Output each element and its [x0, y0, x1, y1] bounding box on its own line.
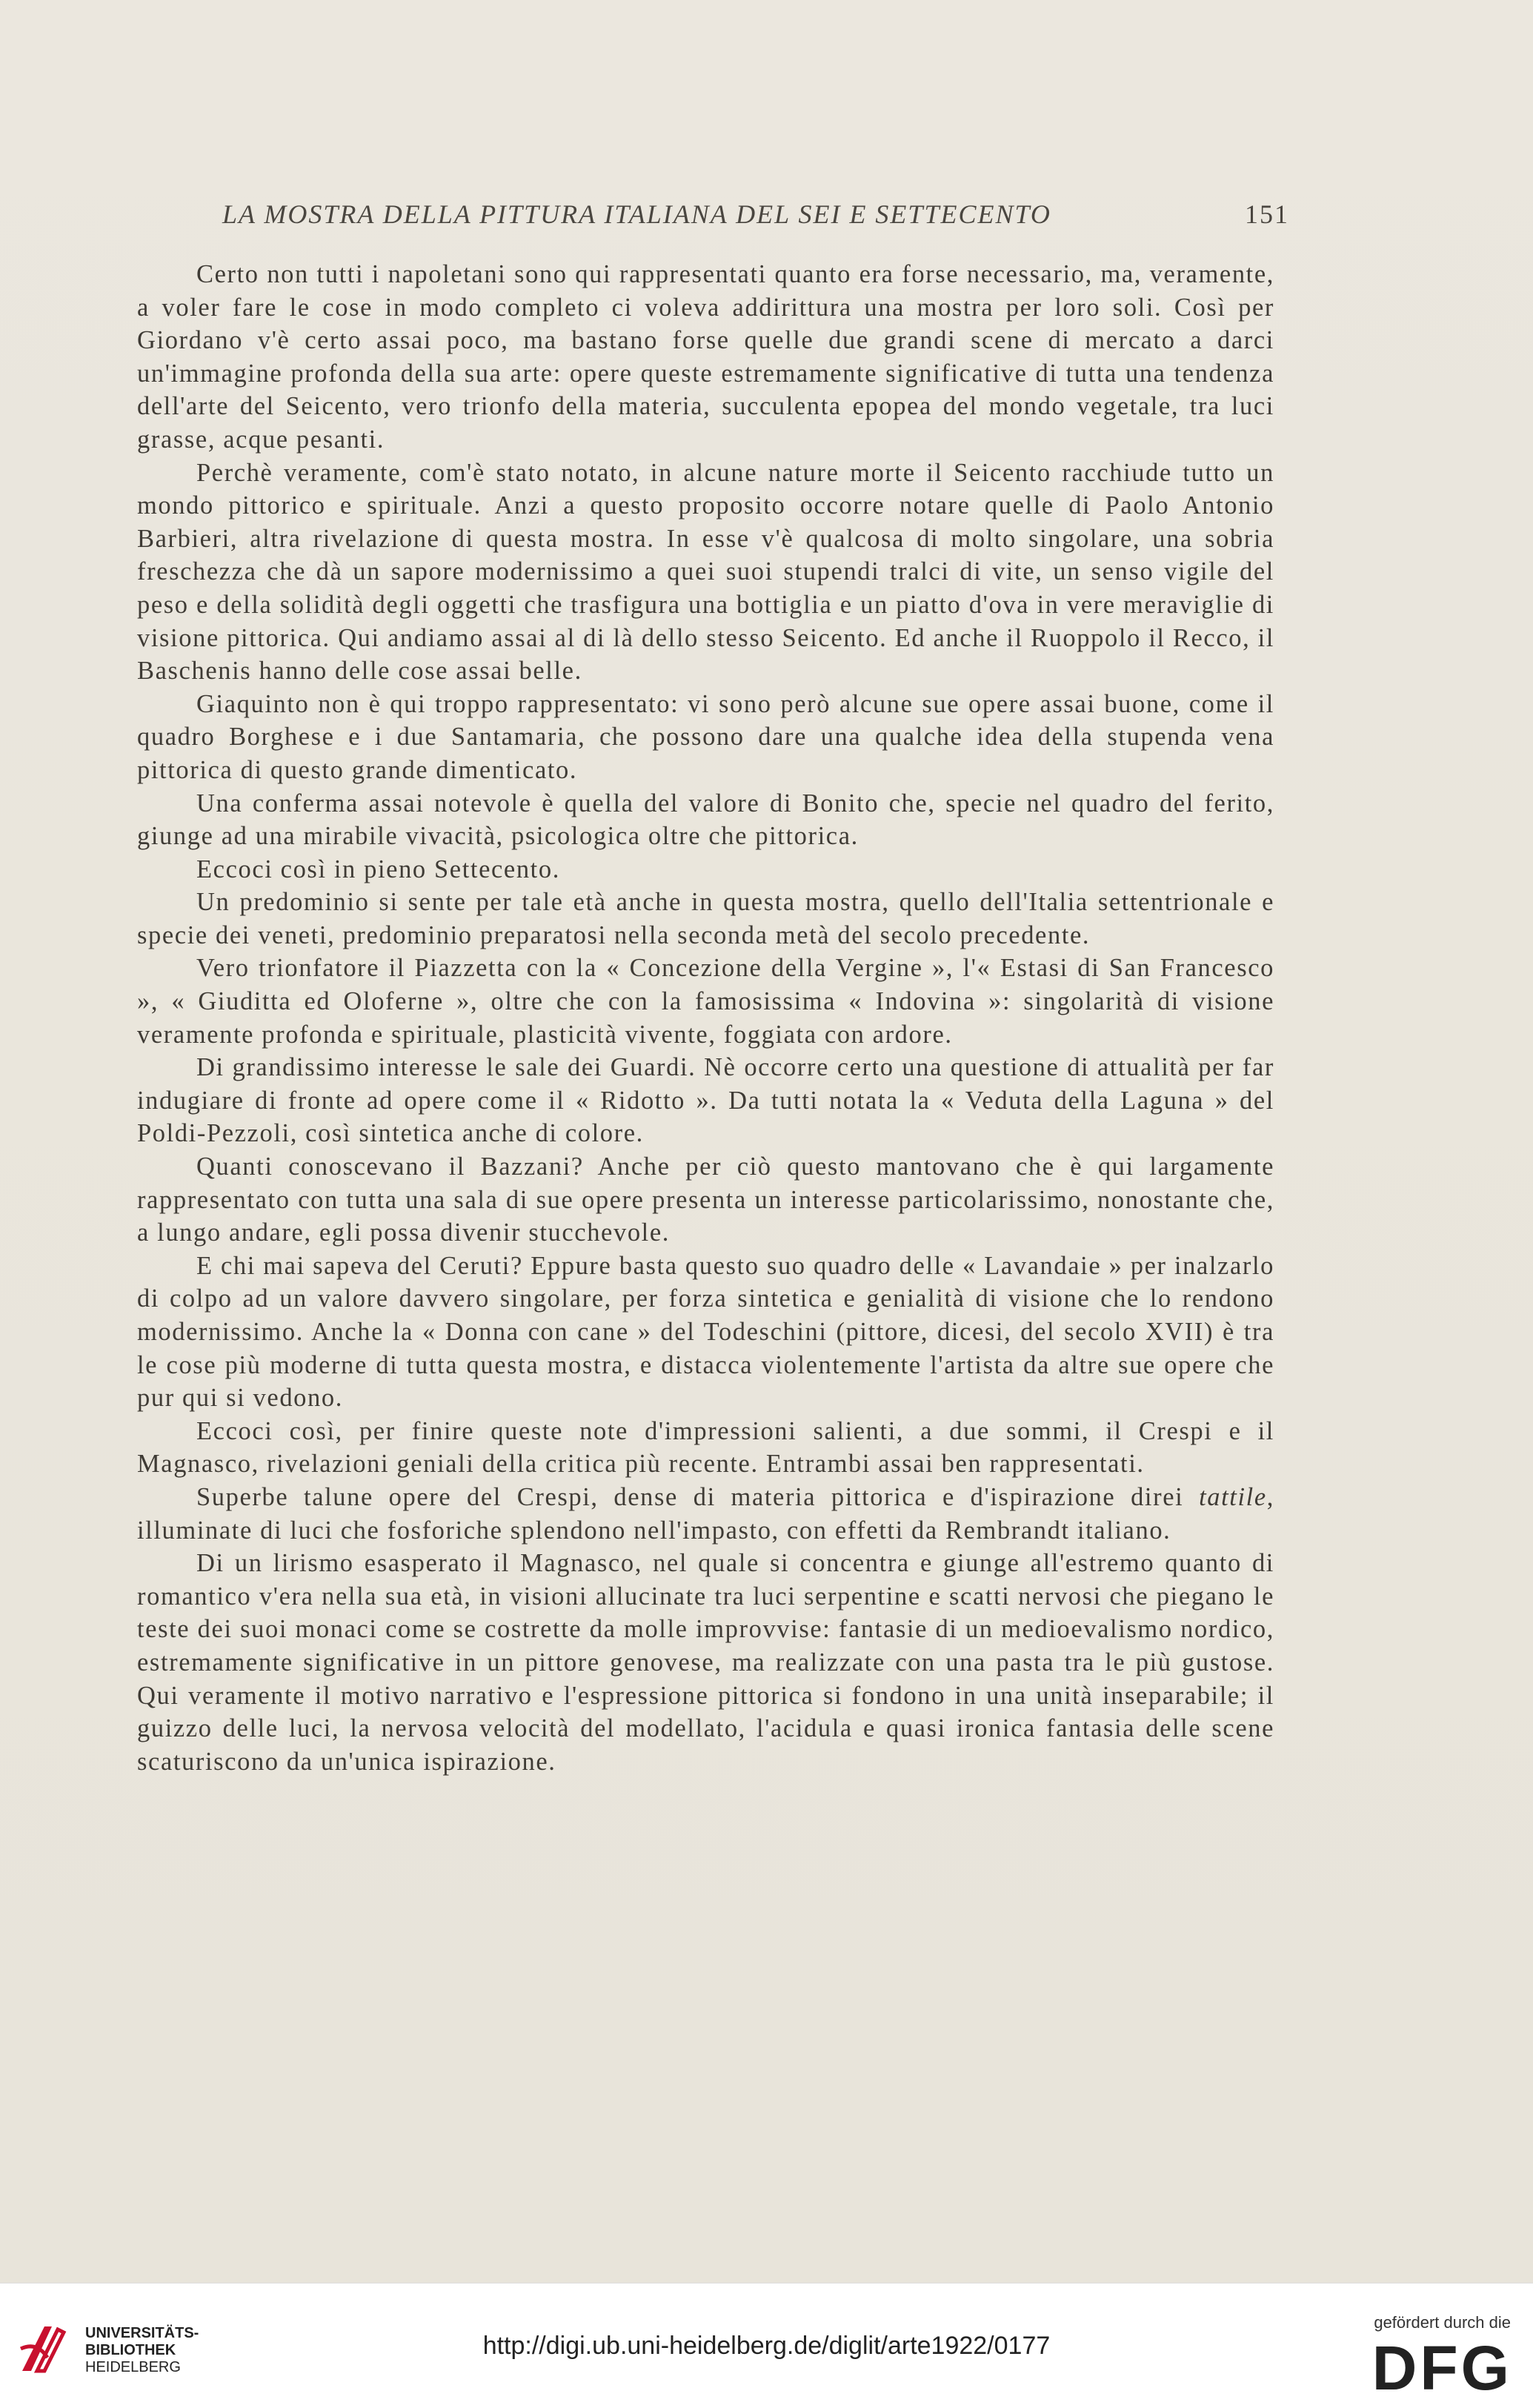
text-run: Superbe talune opere del Crespi, dense di materia pittorica e d'ispirazione direi [196, 1482, 1200, 1511]
paragraph: Vero trionfatore il Piazzetta con la « Concezione della Vergine », l'« Estasi di San Francesco », « Giuditta ed Oloferne », oltre che con la famosissima « Indovina »: singolarità di visione veramente profonda e spirituale, plasticità vivente, foggiata con ardore. [137, 954, 1274, 1049]
funding-label: gefördert durch die [1374, 2313, 1511, 2332]
running-header [222, 199, 1289, 230]
footer-bar [0, 2283, 1533, 2408]
dfg-logo[interactable]: DFG [1371, 2333, 1512, 2403]
running-title: LA MOSTRA DELLA PITTURA ITALIANA DEL SEI E SETTECENTO [222, 199, 1051, 229]
paragraph: Eccoci così in pieno Settecento. [196, 855, 560, 883]
paragraph: Una conferma assai notevole è quella del valore di Bonito che, specie nel quadro del ferito, giunge ad una mirabile vivacità, psicologica oltre che pittorica. [137, 789, 1274, 851]
permalink-url[interactable]: http://digi.ub.uni-heidelberg.de/diglit/arte1922/0177 [482, 2332, 1051, 2360]
paragraph: Un predominio si sente per tale età anche in questa mostra, quello dell'Italia settentrionale e specie dei veneti, predominio preparatosi nella seconda metà del secolo precedente. [137, 888, 1274, 949]
text-run: , illuminate di luci che fosforiche splendono nell'impasto, con effetti da Rembrandt italiano. [137, 1482, 1274, 1545]
library-name-line: BIBLIOTHEK [85, 2342, 176, 2358]
paragraph: Perchè veramente, com'è stato notato, in alcune nature morte il Seicento racchiude tutto un mondo pittorico e spirituale. Anzi a questo proposito occorre notare quelle di Paolo Antonio Barbieri, altra rivelazione di questa mostra. In esse v'è qualcosa di molto singolare, una sobria freschezza che dà un sapore modernissimo a quei suoi stupendi tralci di vite, un senso vigile del peso e della solidità degli oggetti che trasfigura una bottiglia e un piatto d'ova in vere meraviglie di visione pittorica. Qui andiamo assai al di là dello stesso Seicento. Ed anche il Ruoppolo il Recco, il Baschenis hanno delle cose assai belle. [137, 458, 1274, 686]
page-number: 151 [1245, 199, 1289, 229]
paragraph: Quanti conoscevano il Bazzani? Anche per ciò questo mantovano che è qui largamente rappresentato con tutta una sala di sue opere presenta un interesse particolarissimo, nonostante che, a lungo andare, egli possa divenir stucchevole. [137, 1152, 1274, 1247]
paragraph: Di un lirismo esasperato il Magnasco, nel quale si concentra e giunge all'estremo quanto di romantico v'era nella sua età, in visioni allucinate tra luci serpentine e scatti nervosi che piegano le teste dei suoi monaci come se costrette da molle improvvise: fantasie di un medioevalismo nordico, estremamente significative in un pittore genovese, ma realizzate con una pasta tra le più gustose. Qui veramente il motivo narrativo e l'espressione pittorica si fondono in una unità inseparabile; il guizzo delle luci, la nervosa velocità del modellato, l'acidula e quasi ironica fantasia delle scene scaturiscono da un'unica ispirazione. [137, 1549, 1274, 1776]
paragraph-crespi [137, 1481, 1274, 1547]
paragraph: Eccoci così, per finire queste note d'impressioni salienti, a due sommi, il Crespi e il Magnasco, rivelazioni geniali della critica più recente. Entrambi assai ben rappresentati. [137, 1416, 1274, 1479]
paragraph: E chi mai sapeva del Ceruti? Eppure basta questo suo quadro delle « Lavandaie » per inalzarlo di colpo ad un valore davvero singolare, per forza sintetica e genialità di visione che lo rendono modernissimo. Anche la « Donna con cane » del Todeschini (pittore, dicesi, del secolo XVII) è tra le cose più moderne di tutta questa mostra, e distacca violentemente l'artista da altre sue opere che pur qui si vedono. [137, 1251, 1274, 1413]
library-name-line: UNIVERSITÄTS- [85, 2325, 199, 2341]
paragraph: Di grandissimo interesse le sale dei Guardi. Nè occorre certo una questione di attualità per far indugiare di fronte ad opere come il « Ridotto ». Da tutti notata la « Veduta della Laguna » del Poldi-Pezzoli, così sintetica anche di colore. [137, 1053, 1274, 1148]
library-name-line: HEIDELBERG [85, 2359, 181, 2375]
paragraph: Certo non tutti i napoletani sono qui rappresentati quanto era forse necessario, ma, veramente, a voler fare le cose in modo completo ci voleva addirittura una mostra per loro soli. Così per Giordano v'è certo assai poco, ma bastano forse quelle due grandi scene di mercato a darci un'immagine profonda della sua arte: opere queste estremamente significative di tutta una tendenza dell'arte del Seicento, vero trionfo della materia, succulenta epopea del mondo vegetale, tra luci grasse, acque pesanti. [137, 260, 1274, 454]
article-body [137, 258, 1274, 1778]
paragraph: Giaquinto non è qui troppo rappresentato: vi sono però alcune sue opere assai buone, come il quadro Borghese e i due Santamaria, che possono dare una qualche idea della stupenda vena pittorica di questo grande dimenticato. [137, 689, 1274, 784]
italic-word: tattile [1199, 1482, 1267, 1511]
